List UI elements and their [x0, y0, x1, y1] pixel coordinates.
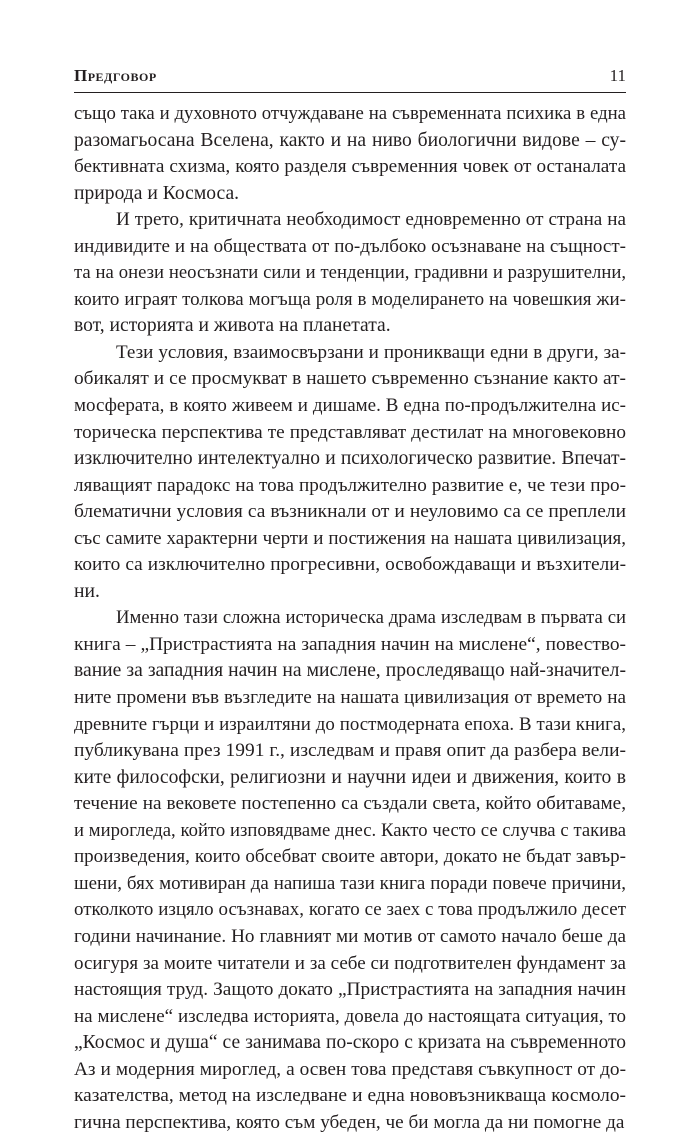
text-line: древните гърци и израилтяни до постмодерната епоха. В тази книга,	[74, 713, 626, 735]
text-line: природа и Космоса.	[74, 182, 240, 204]
text-line: също така и духовното отчуждаване на съвременната психика в една	[74, 103, 626, 124]
header-rule	[74, 92, 626, 93]
text-line: та на онези неосъзнати сили и тенденции, градивни и разрушителни,	[74, 262, 626, 284]
text-line: Аз и модерния мироглед, а освен това представя съвкупност от до-	[74, 1058, 626, 1080]
text-line: настоящия труд. Защото докато „Пристрастията на западния начин	[74, 979, 626, 1001]
text-line: шени, бях мотивиран да напиша тази книга поради повече причини,	[74, 872, 626, 894]
text-line: разомагьосана Вселена, както и на ниво биологични видове – су-	[74, 129, 626, 151]
text-line: отколкото изцяло осъзнавах, когато се заех с това продължило десет	[74, 899, 626, 921]
text-line: на мислене“ изследва историята, довела до настоящата ситуация, то	[74, 1005, 626, 1027]
text-line: публикувана през 1991 г., изследвам и правя опит да разбера вели-	[74, 740, 626, 762]
text-line: ните промени във възгледите на нашата цивилизация от времето на	[74, 687, 626, 709]
text-line: казателства, метод на изследване и една нововъзникваща космоло-	[74, 1085, 626, 1107]
text-line: ките философски, религиозни и научни идеи и движения, които в	[74, 766, 626, 788]
body-text	[74, 101, 626, 1136]
text-line: мосферата, в която живеем и дишаме. В една по-продължителна ис-	[74, 395, 626, 417]
text-line: и мирогледа, който изповядваме днес. Както често се случва с такива	[74, 819, 626, 841]
text-line: гична перспектива, която съм убеден, че би могла да ни помогне да	[74, 1111, 625, 1133]
text-line: ляващият парадокс на това продължително развитие е, че тези про-	[74, 474, 626, 496]
text-line: И трето, критичната необходимост едновременно от страна на	[116, 209, 626, 231]
text-line: течение на вековете постепенно са създали света, който обитаваме,	[74, 793, 626, 815]
paragraph	[74, 605, 626, 1136]
text-line: които са изключително прогресивни, освобождаващи и възхители-	[74, 554, 626, 576]
text-line: които играят толкова могъща роля в моделирането на човешкия жи-	[74, 288, 626, 310]
text-line: книга – „Пристрастията на западния начин на мислене“, повество-	[74, 633, 626, 655]
paragraph	[74, 340, 626, 605]
text-line: вание за западния начин на мислене, проследяващо най-значител-	[74, 660, 626, 682]
text-line: индивидите и на обществата от по-дълбоко осъзнаване на същност-	[74, 235, 626, 257]
text-line: Именно тази сложна историческа драма изследвам в първата си	[116, 607, 626, 629]
text-line: блематични условия са възникнали от и неуловимо са се преплели	[74, 501, 626, 523]
text-line: обикалят и се просмукват в нашето съвременно съзнание както ат-	[74, 368, 626, 390]
page-number: 11	[609, 66, 626, 85]
text-line: години начинание. Но главният ми мотив от самото начало беше да	[74, 925, 626, 947]
section-title: Предговор	[74, 66, 157, 85]
text-line: със самите характерни черти и постижения на нашата цивилизация,	[74, 527, 626, 549]
text-line: вот, историята и живота на планетата.	[74, 315, 391, 337]
text-line: „Космос и душа“ се занимава по-скоро с кризата на съвременното	[74, 1032, 626, 1054]
text-line: Тези условия, взаимосвързани и проникващи едни в други, за-	[116, 341, 626, 363]
paragraph	[74, 207, 626, 340]
text-line: осигуря за моите читатели и за себе си подготвителен фундамент за	[74, 952, 626, 974]
text-line: изключително интелектуално и психологическо развитие. Впечат-	[74, 448, 626, 470]
text-line: торическа перспектива те представляват дестилат на многовековно	[74, 421, 626, 443]
text-line: бективната схизма, която разделя съвременния човек от останалата	[74, 156, 626, 178]
text-line: ни.	[74, 580, 100, 602]
paragraph	[74, 101, 626, 207]
running-head	[74, 62, 626, 86]
text-line: произведения, които обсебват своите автори, докато не бъдат завър-	[74, 846, 626, 868]
